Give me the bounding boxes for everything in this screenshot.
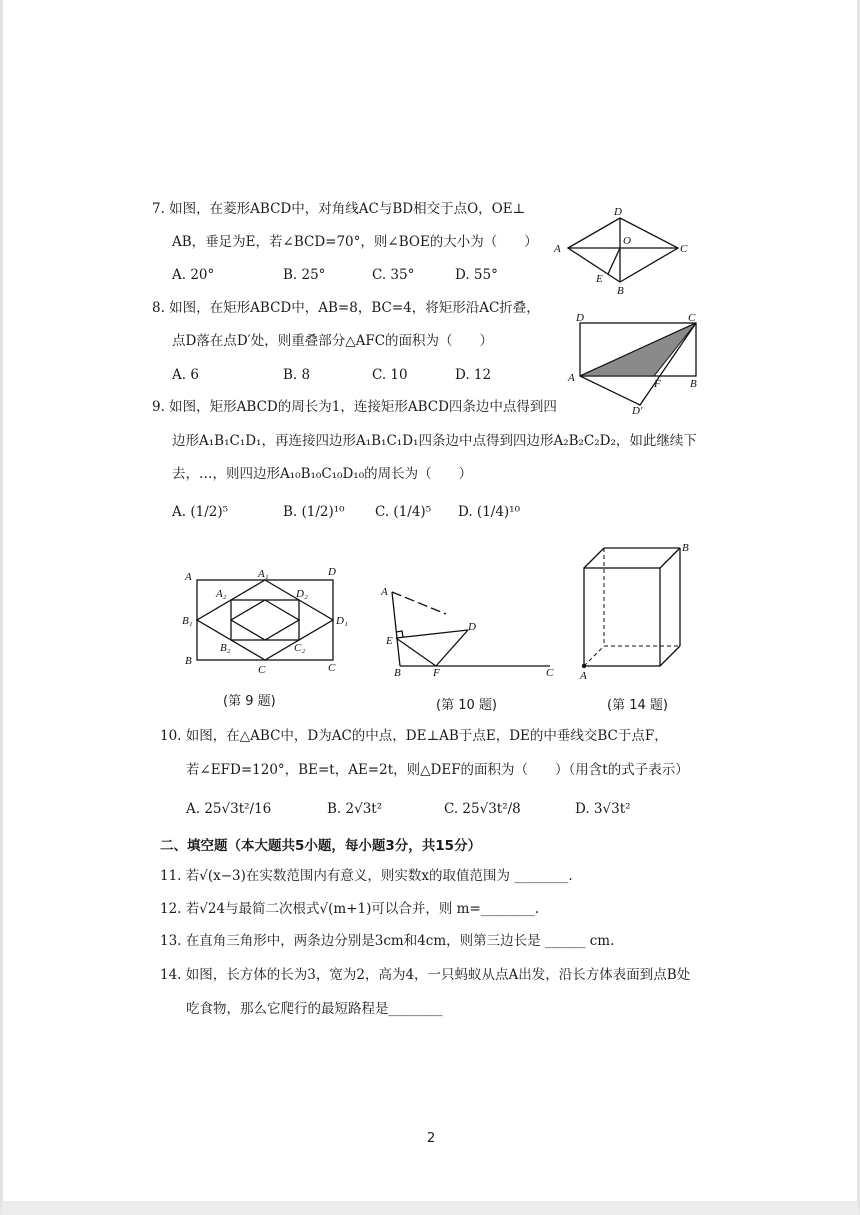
q7-rhombus-figure [548, 204, 698, 296]
q10-text-line1: 10. 如图，在△ABC中，D为AC的中点，DE⊥AB于点E，DE的中垂线交BC于点F， [160, 728, 668, 744]
q8-label-b: B [690, 378, 697, 390]
q9-label-c-mid: C [258, 664, 266, 676]
q7-label-c: C [680, 243, 688, 255]
q14-cuboid-figure [572, 540, 692, 682]
q9-option-a: A. (1/2)⁵ [172, 504, 229, 520]
q9-option-b: B. (1/2)¹⁰ [283, 504, 345, 520]
q9-text-line2: 边形A₁B₁C₁D₁，再连接四边形A₁B₁C₁D₁四条边中点得到四边形A₂B₂C₂D₂，如此继续下 [172, 433, 697, 449]
q9-label-c: C [328, 662, 336, 674]
q9-option-d: D. (1/4)¹⁰ [458, 504, 521, 520]
q10-figure-caption: (第 10 题) [436, 698, 497, 713]
q14-label-b: B [682, 542, 689, 554]
q14-label-a: A [580, 670, 587, 682]
q9-label-b: B [185, 655, 192, 667]
q9-label-a1: A₁ [258, 568, 269, 580]
q14-figure-caption: (第 14 题) [607, 698, 668, 713]
q7-text-line2: AB，垂足为E，若∠BCD=70°，则∠BOE的大小为（ ） [172, 234, 538, 250]
q8-label-a: A [568, 372, 575, 384]
q8-label-c: C [688, 312, 696, 324]
q9-figure-caption: (第 9 题) [223, 694, 276, 709]
q7-label-b: B [617, 285, 624, 297]
q9-label-b2: B₂ [220, 642, 231, 654]
q10-option-b: B. 2√3t² [327, 801, 383, 817]
q7-label-o: O [623, 235, 631, 247]
q8-option-b: B. 8 [283, 367, 311, 383]
q10-label-d: D [468, 621, 476, 633]
q9-label-a: A [185, 571, 192, 583]
q9-text-line1: 9. 如图，矩形ABCD的周长为1，连接矩形ABCD四条边中点得到四 [152, 399, 557, 415]
q7-option-a: A. 20° [172, 267, 215, 283]
q10-triangle-figure [374, 578, 559, 678]
q9-label-c2: C₂ [294, 642, 306, 654]
q9-nested-quadrilaterals-figure [180, 563, 348, 678]
q9-label-a2: A₂ [216, 588, 227, 600]
q7-option-c: C. 35° [372, 267, 415, 283]
q8-option-c: C. 10 [372, 367, 408, 383]
q7-text-line1: 7. 如图，在菱形ABCD中，对角线AC与BD相交于点O，OE⊥ [152, 201, 526, 217]
q7-option-b: B. 25° [283, 267, 326, 283]
q10-option-a: A. 25√3t²/16 [186, 801, 272, 817]
q9-label-d2: D₂ [296, 588, 308, 600]
q8-option-a: A. 6 [172, 367, 199, 383]
q10-label-f: F [433, 667, 440, 679]
q14-text-line1: 14. 如图，长方体的长为3，宽为2，高为4，一只蚂蚁从点A出发，沿长方体表面到点B处 [160, 967, 691, 983]
q10-text-line2: 若∠EFD=120°，BE=t，AE=2t，则△DEF的面积为（ ）（用含t的式子表示） [186, 762, 689, 778]
page-number: 2 [427, 1131, 436, 1146]
q9-label-b1: B₁ [182, 615, 193, 627]
q13-text: 13. 在直角三角形中，两条边分别是3cm和4cm，则第三边长是 ______ cm. [160, 933, 615, 949]
q10-option-d: D. 3√3t² [575, 801, 631, 817]
q8-option-d: D. 12 [455, 367, 492, 383]
q8-text-line2: 点D落在点D′处，则重叠部分△AFC的面积为（ ） [172, 333, 494, 349]
q10-label-c: C [546, 667, 554, 679]
q10-label-b: B [394, 667, 401, 679]
q8-rectangle-fold-figure [566, 310, 708, 416]
q10-label-a: A [381, 586, 388, 598]
q8-text-line1: 8. 如图，在矩形ABCD中，AB=8，BC=4，将矩形沿AC折叠， [152, 300, 540, 316]
q9-label-d1: D₁ [336, 615, 348, 627]
q9-label-d: D [328, 566, 336, 578]
q8-label-d: D [576, 312, 584, 324]
q9-text-line3: 去，…，则四边形A₁₀B₁₀C₁₀D₁₀的周长为（ ） [172, 466, 473, 482]
q7-option-d: D. 55° [455, 267, 498, 283]
q12-text: 12. 若√24与最简二次根式√(m+1)可以合并，则 m=________. [160, 901, 540, 917]
q8-label-d-prime: D′ [632, 405, 643, 417]
q9-option-c: C. (1/4)⁵ [375, 504, 432, 520]
q14-text-line2: 吃食物，那么它爬行的最短路程是________ [186, 1001, 443, 1017]
q10-option-c: C. 25√3t²/8 [444, 801, 521, 817]
section-2-heading: 二、填空题（本大题共5小题，每小题3分，共15分） [160, 838, 482, 854]
q7-label-d: D [614, 206, 622, 218]
q10-label-e: E [386, 635, 393, 647]
q7-label-e: E [596, 273, 603, 285]
q11-text: 11. 若√(x−3)在实数范围内有意义，则实数x的取值范围为 ________. [160, 868, 573, 884]
q7-label-a: A [554, 243, 561, 255]
q8-label-f: F [654, 378, 661, 390]
